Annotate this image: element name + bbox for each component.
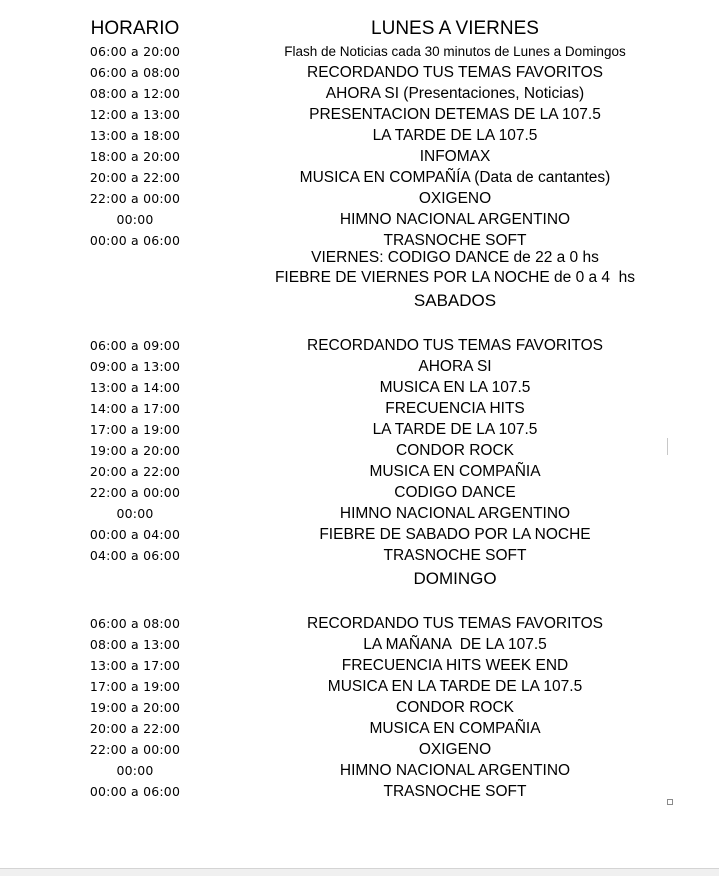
program-cell: RECORDANDO TUS TEMAS FAVORITOS — [307, 64, 603, 81]
schedule-row — [0, 655, 719, 676]
schedule-row — [0, 104, 719, 125]
schedule-row — [0, 697, 719, 718]
program-cell: FIEBRE DE SABADO POR LA NOCHE — [319, 526, 591, 543]
program-cell: CONDOR ROCK — [396, 699, 514, 716]
schedule-row — [0, 461, 719, 482]
schedule-row — [0, 41, 719, 62]
document-end-marker[interactable] — [667, 799, 673, 805]
program-cell: HIMNO NACIONAL ARGENTINO — [339, 505, 571, 522]
time-cell: 00:00 — [116, 212, 154, 227]
time-cell: 20:00 a 22:00 — [89, 464, 181, 479]
program-cell: AHORA SI (Presentaciones, Noticias) — [325, 85, 585, 102]
time-cell: 13:00 a 17:00 — [89, 658, 181, 673]
program-cell: LA MAÑANA DE LA 107.5 — [363, 636, 547, 653]
time-cell: 00:00 a 06:00 — [89, 784, 181, 799]
time-cell: 13:00 a 14:00 — [89, 380, 181, 395]
program-cell: MUSICA EN LA 107.5 — [379, 379, 531, 396]
schedule-row — [0, 545, 719, 566]
program-cell: MUSICA EN COMPAÑIA — [369, 463, 541, 480]
schedule-row — [0, 524, 719, 545]
program-cell: MUSICA EN COMPAÑÍA (Data de cantantes) — [299, 169, 611, 186]
time-cell: 19:00 a 20:00 — [89, 700, 181, 715]
saturday-section-title: SABADOS — [413, 291, 497, 310]
time-column-header: HORARIO — [90, 18, 180, 39]
time-cell: 06:00 a 09:00 — [89, 338, 181, 353]
sunday-section-title: DOMINGO — [413, 569, 497, 588]
program-cell: CODIGO DANCE — [394, 484, 516, 501]
schedule-row — [0, 419, 719, 440]
schedule-row — [0, 482, 719, 503]
schedule-row — [0, 335, 719, 356]
time-cell: 06:00 a 08:00 — [89, 65, 181, 80]
time-cell: 13:00 a 18:00 — [89, 128, 181, 143]
schedule-row — [0, 83, 719, 104]
schedule-row — [0, 739, 719, 760]
time-cell: 14:00 a 17:00 — [89, 401, 181, 416]
schedule-row — [0, 146, 719, 167]
time-cell: 04:00 a 06:00 — [89, 548, 181, 563]
schedule-row — [0, 356, 719, 377]
program-cell: RECORDANDO TUS TEMAS FAVORITOS — [307, 615, 603, 632]
time-cell: 17:00 a 19:00 — [89, 679, 181, 694]
time-cell: 22:00 a 00:00 — [89, 742, 181, 757]
program-cell: FRECUENCIA HITS — [385, 400, 525, 417]
time-cell: 00:00 — [116, 763, 154, 778]
time-cell: 00:00 a 04:00 — [89, 527, 181, 542]
time-cell: 20:00 a 22:00 — [89, 721, 181, 736]
time-cell: 00:00 — [116, 506, 154, 521]
schedule-row — [0, 676, 719, 697]
schedule-row — [0, 718, 719, 739]
time-cell: 06:00 a 08:00 — [89, 616, 181, 631]
time-cell: 20:00 a 22:00 — [89, 170, 181, 185]
schedule-row — [0, 62, 719, 83]
friday-note: VIERNES: CODIGO DANCE de 22 a 0 hs — [311, 249, 599, 266]
program-cell: FRECUENCIA HITS WEEK END — [341, 657, 569, 674]
program-cell: HIMNO NACIONAL ARGENTINO — [339, 762, 571, 779]
schedule-row — [0, 125, 719, 146]
program-cell: MUSICA EN LA TARDE DE LA 107.5 — [327, 678, 583, 695]
program-cell: LA TARDE DE LA 107.5 — [372, 127, 538, 144]
schedule-row — [0, 781, 719, 802]
window-bottom-scrollbar[interactable] — [0, 868, 719, 876]
time-cell: 08:00 a 13:00 — [89, 637, 181, 652]
program-cell: OXIGENO — [418, 741, 492, 758]
time-cell: 18:00 a 20:00 — [89, 149, 181, 164]
schedule-row — [0, 760, 719, 781]
program-cell: RECORDANDO TUS TEMAS FAVORITOS — [307, 337, 603, 354]
program-cell: Flash de Noticias cada 30 minutos de Lunes a Domingos — [284, 44, 626, 59]
schedule-row — [0, 613, 719, 634]
program-cell: CONDOR ROCK — [396, 442, 514, 459]
weekdays-section-title: LUNES A VIERNES — [371, 18, 539, 39]
schedule-row — [0, 209, 719, 230]
time-cell: 22:00 a 00:00 — [89, 485, 181, 500]
program-cell: OXIGENO — [418, 190, 492, 207]
schedule-row — [0, 398, 719, 419]
time-cell: 17:00 a 19:00 — [89, 422, 181, 437]
text-cursor — [667, 438, 668, 455]
time-cell: 19:00 a 20:00 — [89, 443, 181, 458]
schedule-row — [0, 377, 719, 398]
program-cell: MUSICA EN COMPAÑIA — [369, 720, 541, 737]
time-cell: 09:00 a 13:00 — [89, 359, 181, 374]
time-cell: 00:00 a 06:00 — [89, 233, 181, 248]
schedule-row — [0, 634, 719, 655]
schedule-row — [0, 440, 719, 461]
program-cell: TRASNOCHE SOFT — [383, 232, 527, 249]
program-cell: HIMNO NACIONAL ARGENTINO — [339, 211, 571, 228]
schedule-header — [0, 18, 719, 40]
friday-note: FIEBRE DE VIERNES POR LA NOCHE de 0 a 4 hs — [274, 269, 636, 286]
time-cell: 22:00 a 00:00 — [89, 191, 181, 206]
schedule-row — [0, 167, 719, 188]
program-cell: TRASNOCHE SOFT — [383, 783, 527, 800]
program-cell: LA TARDE DE LA 107.5 — [372, 421, 538, 438]
program-cell: AHORA SI — [418, 358, 492, 375]
program-cell: INFOMAX — [419, 148, 491, 165]
schedule-row — [0, 503, 719, 524]
time-cell: 12:00 a 13:00 — [89, 107, 181, 122]
time-cell: 08:00 a 12:00 — [89, 86, 181, 101]
schedule-row — [0, 188, 719, 209]
time-cell: 06:00 a 20:00 — [89, 44, 181, 59]
program-cell: PRESENTACION DETEMAS DE LA 107.5 — [309, 106, 601, 123]
program-cell: TRASNOCHE SOFT — [383, 547, 527, 564]
